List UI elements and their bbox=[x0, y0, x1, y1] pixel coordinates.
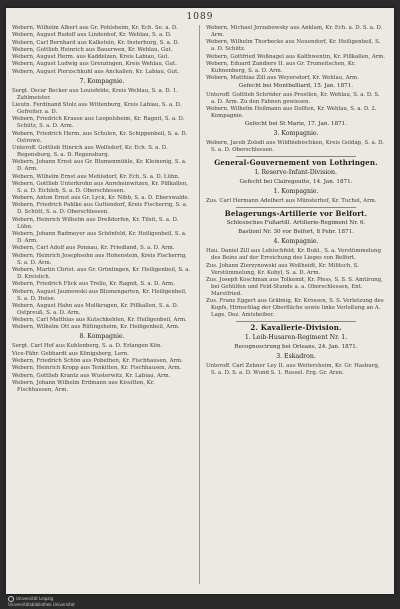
engagement-subheading: Bastionl Nr. 30 vor Belfort, 8 Febr. 1871. bbox=[238, 229, 354, 236]
casualty-entry: Webern, Friedrich Herm. aus Schulen, Kr. Schippenbeil, S. a. D. Ostrowe. bbox=[12, 130, 188, 144]
engagement-subheading: Gefecht bei St Marie, 17. Jan. 1871. bbox=[244, 121, 348, 128]
casualty-entry: Webern, Johann Ernst aus Gr. Blumenmühle, Kr. Kleinenig, S. a. D. Arm. bbox=[12, 159, 187, 173]
casualty-entry: Zus. Johann Zierzynowski aus Woßheidt, Kr. Militsch, S. Verstümmelung, Kr. Kobyl, S. a. D. Arm. bbox=[206, 262, 359, 276]
section-heading: 3. Kompagnie. bbox=[273, 130, 319, 138]
document-page bbox=[6, 8, 394, 594]
casualty-entry: Webern, Gottfried Woßnagel aus Kalthwentin, Kr. Pillkallen, Arm. bbox=[206, 53, 386, 60]
casualty-entry: Zus. Joseph Koschman aus Tolkemit, Kr. Pless, S. S. S. Amtirung, bei Gehülfen und Feld-Stunde a. a. Oberschlessen, Ent. Marstfried. bbox=[206, 277, 383, 298]
section-heading: 3. Eskadron. bbox=[276, 353, 316, 361]
section-heading: 4. Kompagnie. bbox=[273, 238, 319, 246]
casualty-entry: Webern, August Ludwig aus Grenzingen, Kreis Wehlau, Gut. bbox=[12, 61, 177, 68]
casualty-entry: Vice-Fähr. Gebhardt aus Königsberg, Lern. bbox=[12, 350, 129, 357]
casualty-entry: Webern, Martin Christ. aus Gr. Grünlingen, Kr. Heiligenbeil, S. a. D. Kreislich. bbox=[12, 266, 191, 280]
casualty-entry: Webern, Matthias Zill aus Weyersdorf, Kr. Wehlau, Arm. bbox=[206, 75, 359, 82]
casualty-entry: Webern, Friedrich Schön aus Pobethen, Kr. Fischhausen, Arm. bbox=[12, 358, 183, 365]
engagement-subheading: Recognoscirung bei Orleans, 24. Jan. 1871. bbox=[234, 344, 358, 351]
casualty-entry: Webern, Heinrich Josephsohn aus Hohenstein, Kreis Fischerrig, S. a. D. Arm. bbox=[12, 252, 187, 266]
section-rule bbox=[236, 207, 356, 208]
casualty-entry: Webern, Carl Matthias aus Kutschkehlen, Kr. Heiligenbeil, Arm. bbox=[12, 317, 187, 324]
engagement-subheading: Gefecht bei Montbelliard, 15. Jan. 1871. bbox=[238, 83, 354, 90]
watermark-line-2: Universitätsbibliothek Universitat bbox=[8, 602, 75, 607]
casualty-entry: Webern, Wilhelm Albert aus Gr. Pohlsheim, Kr. Ech. Se. a. D. bbox=[12, 25, 178, 31]
casualty-entry: Webern, August Rudolf aus Lindenhof, Kr. Wehlau, S. a. D. bbox=[12, 32, 172, 39]
casualty-entry: Webern, Friedrich Flick aus Trelle, Kr. Ragnit, S. a. D. Arm. bbox=[12, 281, 175, 288]
section-rule bbox=[236, 321, 356, 322]
casualty-entry: Hau. Daniel Zill aus Lubischfeld, Kr. Bukl., S. a. Verstümmelung des Beins auf der Erreichung des Lieges von Belfort. bbox=[206, 248, 381, 262]
casualty-entry: Webern, Friedrich Krause aus Leopolsheim, Kr. Ragnit, S. a. D. Schütz, S. a. D. Arm. bbox=[12, 116, 185, 130]
casualty-entry: Webern, Jacob Zolodi aus Wildbiebischken, Kreis Goldap, S. a. D. S. a. D. Oberschlessen. bbox=[206, 140, 384, 154]
casualty-entry: Webern, Wilhelm Ernst aus Mehlsdorf, Kr. Ech. S. a. D. Lühn. bbox=[12, 173, 180, 180]
casualty-entry: Webern, Heinrich Wilhelm aus Dreßdorfen, Kr. Tilsit, S. a. D. Lühn. bbox=[12, 216, 179, 230]
casualty-entry: Webern, Gottlieb Krantz aus Wusterwitz, Kr. Labiau, Arm. bbox=[12, 372, 171, 379]
library-watermark bbox=[8, 596, 75, 607]
casualty-entry: Zus. Carl Hermann Adelbert aus Münsterhof, Kr. Tuchel, Arm. bbox=[206, 198, 377, 205]
section-heading: 1. Kompagnie. bbox=[273, 188, 319, 196]
casualty-entry: Webern, Gottlieb Unterkrohn aus Anreheinwitzen, Kr. Pillkallen, S. a. D. Eichleb, S. a. D. Oberschlessen. bbox=[12, 180, 188, 194]
casualty-entry: Webern, Wilhelm Heilmann aus Dollten, Kr. Wehlau, S. a. D. 2. Kompagnie. bbox=[206, 106, 377, 120]
section-rule bbox=[236, 156, 356, 157]
casualty-entry: Webern, Friedrich Pahlke aus Guttendorf, Kreis Fischerrig, S. a. D. Schütt, S. a. D. Oberschlessen. bbox=[12, 202, 188, 216]
casualty-entry: Webern, Eduard Zandiers II. aus Gr. Trumeitschen, Kr. Kuhnenberg, S. a. D. Arm. bbox=[206, 60, 356, 74]
casualty-entry: Sergt. Oscar Becker aus Louisfelde, Kreis Wehlau, S. a. D. 1. Zahlmeister. bbox=[12, 87, 178, 101]
casualty-entry: Webern, Carl Adolf aus Ponnau, Kr. Friedland, S. a. D. Arm. bbox=[12, 245, 175, 252]
section-heading: 2. Kavallerie-Division. bbox=[250, 323, 342, 333]
page-number: 1089 bbox=[186, 12, 214, 22]
section-heading: 8. Kompagnie. bbox=[79, 333, 125, 341]
casualty-entry: Sergt. Carl Hof aus Kuhlenberg, S. a. D. Erlangen Kön. bbox=[12, 343, 163, 350]
left-column bbox=[12, 25, 192, 394]
casualty-entry: Webern, Heinrich Kropp aus Tenkitten, Kr. Fischhausen, Arm. bbox=[12, 365, 182, 372]
casualty-entry: Webern, Wilhelm Ott aus Rütingsheim, Kr. Heiligenbeil, Arm. bbox=[12, 324, 180, 331]
section-heading: General-Gouvernement von Lothringen. bbox=[214, 158, 378, 168]
casualty-entry: Zus. Franz Eggert aus Gräbnig, Kr. Krossen, S. S. Verletzung des Kopfs, Hirnschlag der Oberfläche sowie linke Verleßung an A. Lage, Dez. Amtsbeiber. bbox=[206, 298, 384, 319]
casualty-entry: Webern, Johann Wilhelm Erdmann aus Kissitten, Kr. Fischhausen, Arm. bbox=[12, 379, 155, 393]
casualty-entry: Webern, August Jaumowski aus Blumengarten, Kr. Heiligenbeil, S. a. D. Heise. bbox=[12, 288, 187, 302]
casualty-entry: Webern, August Hahn aus Moltkrugen, Kr. Pillkallen, S. a. D. Ostpreuß, S. a. D. Arm. bbox=[12, 302, 179, 316]
column-divider bbox=[199, 25, 200, 584]
casualty-entry: Webern, Wilhelm Thorbecke aus Neuendorf, Kr. Heiligenbeil, S. a. D. Schütz. bbox=[206, 39, 381, 53]
casualty-entry: Webern, Michael Jorzabowsky aus Anklam, Kr. Ech. a. D. S. a. D. Arm. bbox=[206, 25, 383, 38]
casualty-entry: Unteroff. Gottlieb Schröder aus Prostlen, Kr. Wehlau, S. a. D. S. a. D. Arm. Zu den Fahnen gewiesen. bbox=[206, 92, 380, 106]
casualty-entry: Webern, Anton Ernst aus Gr. Lyck, Kr. Nibb, S. a. D. Eberswalde. bbox=[12, 195, 190, 202]
engagement-subheading: Schlesisches Fußartill. Artillerie-Regiment Nr. 6. bbox=[226, 220, 366, 227]
casualty-entry: Webern, August Herm. aus Kaddelzen, Kreis Labiau, Gut. bbox=[12, 54, 170, 61]
casualty-entry: Webern, August Pierzschkuhl aus Anckallen, Kr. Labiau, Gut. bbox=[12, 68, 179, 75]
section-heading: 1. Leib-Husaren-Regiment Nr. 1. bbox=[244, 334, 348, 342]
section-heading: Belagerungs-Artillerie vor Belfort. bbox=[224, 209, 368, 219]
casualty-entry: Unteroff. Gottlieb Hinrich aus Wolfsdorf, Kr. Ech. S. a. D. Regensburg, S. a. D. Regensburg. bbox=[12, 144, 168, 158]
casualty-entry: Webern, Johann Radmeyer aus Schönfeld, Kr. Heiligenbeil, S. a. D. Arm. bbox=[12, 231, 187, 245]
right-column bbox=[206, 25, 386, 378]
casualty-entry: Unteroff. Carl Zehner Ley II. aus Weitersheim, Kr. Gr. Hasburg, S. a. D. S. a. D. Wund S. 1. Russel. Erg. Gr. Aren. bbox=[206, 363, 380, 377]
watermark-line-1: Universität Leipzig bbox=[16, 596, 54, 601]
casualty-entry: Webern, Carl Bernhard aus Kalkstein, Kr. Insterburg, S. a. D. bbox=[12, 39, 180, 46]
casualty-entry: Webern, Gottlieb Heinrich aus Bauerwen, Kr. Wehlau, Gut. bbox=[12, 46, 173, 53]
casualty-entry: Lieutn. Ferdinand Stolz aus Wittenburg, Kreis Labiau, S. a. D. Gefreiter. a. D. bbox=[12, 102, 182, 116]
section-heading: I. Reserve-Infant-Division. bbox=[255, 169, 337, 177]
engagement-subheading: Gefecht bei Clairegoutte, 14. Jan. 1871. bbox=[239, 179, 353, 186]
section-heading: 7. Kompagnie. bbox=[79, 77, 125, 85]
